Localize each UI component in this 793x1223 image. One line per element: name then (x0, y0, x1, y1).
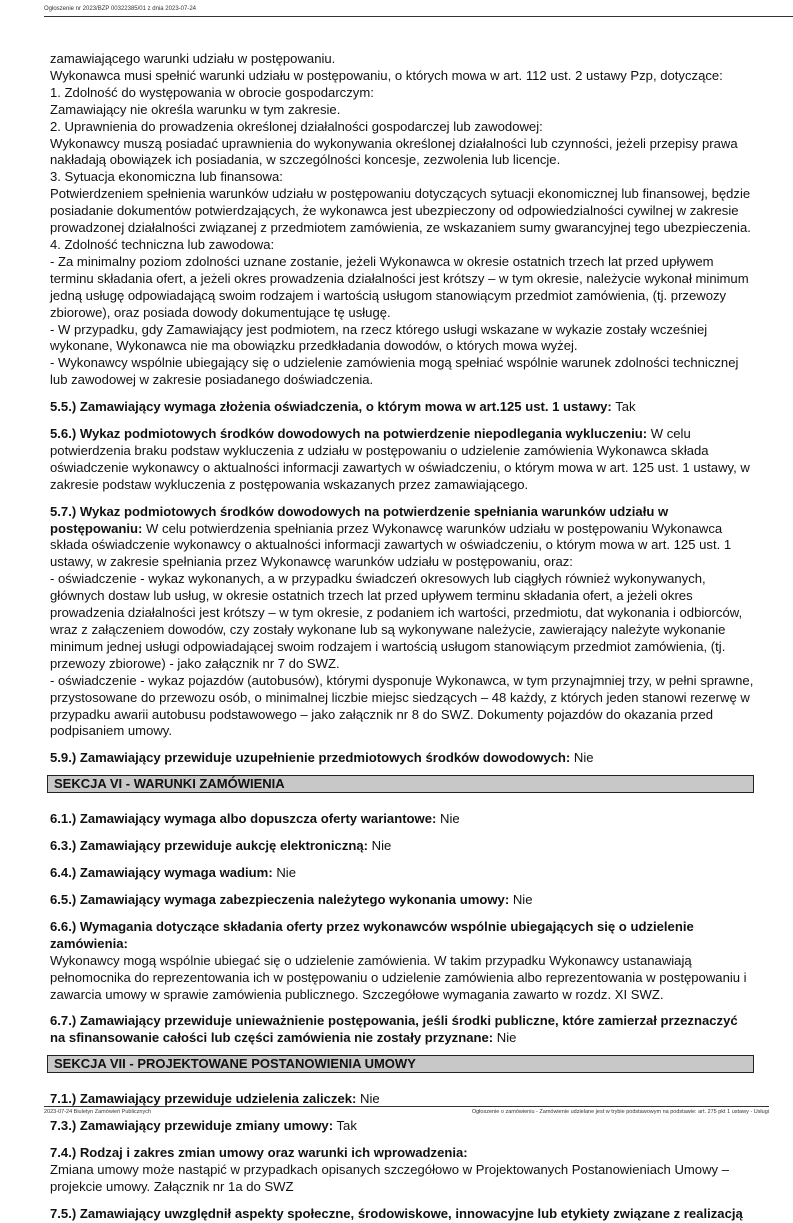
item-label: 5.7.) Wykaz podmiotowych środków dowodowych na potwierdzenie spełniania warunków udziału w postępowaniu: (50, 503, 669, 536)
paragraph: - Za minimalny poziom zdolności uznane zostanie, jeżeli Wykonawca w okresie ostatnich trzech lat przed upływem terminu składania ofert, a jeżeli okres prowadzenia działalności jest krótszy – w tym okresie, należycie wykonał minimum jedną usługę odpowiadającą swoim rodzajem i wartością usługom stanowiącym przedmiot zamówienia, (tj. przewozy zbiorowe), oraz posiada dowody dokumentujące tę usługę. (50, 253, 749, 320)
paragraph: 2. Uprawnienia do prowadzenia określonej działalności gospodarczej lub zawodowej: (50, 118, 543, 134)
item-label: 6.1.) Zamawiający wymaga albo dopuszcza oferty wariantowe: (50, 811, 437, 827)
item-5-5 (50, 399, 755, 416)
item-5-6 (50, 426, 755, 494)
item-value: Nie (573, 750, 594, 766)
footer-date-source: 2023-07-24 Biuletyn Zamówień Publicznych (44, 1109, 152, 1115)
item-6-4 (50, 865, 755, 882)
item-7-3 (50, 1118, 755, 1135)
item-value: W celu potwierdzenia braku podstaw wykluczenia z udziału w postępowaniu o udzielenie zamówienia Wykonawca składa oświadczenie wykonawcy o aktualności informacji zawartych w oświadczeniu, o którym mowa w art. 125 ust. 1 ustawy, w zakresie podstaw wykluczenia z postępowania wskazanych przez zamawiającego. (50, 426, 750, 492)
item-label: 6.6.) Wymagania dotyczące składania oferty przez wykonawców wspólnie ubiegających się o udzielenie zamówienia: (50, 918, 694, 951)
item-label: 5.5.) Zamawiający wymaga złożenia oświadczenia, o którym mowa w art.125 ust. 1 ustawy: (50, 399, 612, 415)
item-label: 7.5.) Zamawiający uwzględnił aspekty społeczne, środowiskowe, innowacyjne lub etykiety związane z realizacją (50, 1205, 743, 1221)
item-6-6 (50, 919, 755, 1004)
item-6-7 (50, 1013, 755, 1047)
section-7-heading: SEKCJA VII - PROJEKTOWANE POSTANOWIENIA UMOWY (47, 1055, 754, 1073)
item-value: Nie (276, 865, 296, 881)
item-value: Nie (440, 811, 460, 827)
item-5-7-bullet: - oświadczenie - wykaz wykonanych, a w przypadku świadczeń okresowych lub ciągłych również wykonywanych, głównych dostaw lub usług, w okresie ostatnich trzech lat przed upływem terminu składania ofert, a jeżeli okres prowadzenia działalności jest krótszy – w tym okresie, z podaniem ich wartości, przedmiotu, dat wykonania i odbiorców, wraz z załączeniem dowodów, czy zostały wykonane lub są wykonywane należycie, zawierający należyte wykonanie minimum jednej usługi odpowiadającej swoim rodzajem i wartością usługom stanowiącym przedmiot zamówienia, (tj. przewozy zbiorowe) - jako załącznik nr 7 do SWZ. (50, 571, 743, 671)
footer-notice-type: Ogłoszenie o zamówieniu - Zamówienie udzielane jest w trybie podstawowym na podstawie: art. 275 pkt 1 ustawy - Usługi (471, 1109, 769, 1115)
item-value: Zmiana umowy może nastąpić w przypadkach opisanych szczegółowo w Projektowanych Postanowieniach Umowy – projekcie umowy. Załącznik nr 1a do SWZ (50, 1161, 730, 1194)
item-value: Tak (336, 1118, 357, 1134)
item-value: Nie (371, 838, 392, 854)
item-label: 6.4.) Zamawiający wymaga wadium: (50, 865, 273, 881)
item-5-7 (50, 504, 755, 572)
paragraph: - W przypadku, gdy Zamawiający jest podmiotem, na rzecz którego usługi wskazane w wykazie zostały wcześniej wykonane, Wykonawca nie ma obowiązku przedkładania dowodów, o których mowa wyżej. (50, 321, 708, 354)
item-label: 6.7.) Zamawiający przewiduje unieważnienie postępowania, jeśli środki publiczne, które zamierzał przeznaczyć na sfinansowanie całości lub części zamówienia nie zostały przyznane: (50, 1013, 738, 1046)
section-6-heading: SEKCJA VI - WARUNKI ZAMÓWIENIA (47, 775, 754, 793)
item-5-9 (50, 750, 755, 767)
footer-divider (44, 1106, 769, 1107)
item-5-7-bullet: - oświadczenie - wykaz pojazdów (autobusów), którymi dysponuje Wykonawca, w tym przynajmniej trzy, w pełni sprawne, przystosowane do przewozu osób, o minimalnej liczbie miejsc siedzących – 48 każdy, z których jeden stanowi rezerwę w przypadku awarii autobusu podstawowego – jako załącznik nr 8 do SWZ. Dokumenty pojazdów do okazania przed podpisaniem umowy. (50, 672, 754, 739)
item-label: 6.3.) Zamawiający przewiduje aukcję elektroniczną: (50, 838, 369, 854)
item-label: 7.1.) Zamawiający przewiduje udzielenia zaliczek: (50, 1091, 357, 1107)
item-value: W celu potwierdzenia spełniania przez Wykonawcę warunków udziału w postępowaniu Wykonawca składa oświadczenie wykonawcy o aktualności informacji zawartych w oświadczeniu, o którym mowa w art. 125 ust. 1 ustawy, w zakresie spełniania przez Wykonawcę warunków udziału w postępowaniu, oraz: (50, 520, 732, 570)
header-divider (44, 16, 793, 17)
item-label: 5.9.) Zamawiający przewiduje uzupełnienie przedmiotowych środków dowodowych: (50, 750, 571, 766)
item-label: 7.3.) Zamawiający przewiduje zmiany umowy: (50, 1118, 334, 1134)
item-label: 6.5.) Zamawiający wymaga zabezpieczenia należytego wykonania umowy: (50, 891, 510, 907)
paragraph: 1. Zdolność do występowania w obrocie gospodarczym: (50, 84, 374, 100)
paragraph: Potwierdzeniem spełnienia warunków udziału w postępowaniu dotyczących sytuacji ekonomicznej lub finansowej, będzie posiadanie dokumentów potwierdzających, że wykonawca jest ubezpieczony od odpowiedzialności cywilnej w zakresie prowadzonej działalności związanej z przedmiotem zamówienia, ze wskazaniem sumy gwarancyjnej tego ubezpieczenia. (50, 186, 751, 236)
document-body (50, 51, 755, 1223)
item-7-4 (50, 1145, 755, 1196)
item-6-3 (50, 838, 755, 855)
paragraph: - Wykonawcy wspólnie ubiegający się o udzielenie zamówienia mogą spełniać wspólnie warunek zdolności technicznej lub zawodowej w zakresie posiadanego doświadczenia. (50, 355, 739, 388)
paragraph: Wykonawca musi spełnić warunki udziału w postępowaniu, o których mowa w art. 112 ust. 2 ustawy Pzp, dotyczące: (50, 67, 723, 83)
item-value: Nie (496, 1030, 517, 1046)
item-value: Tak (615, 399, 636, 415)
paragraph: 4. Zdolność techniczna lub zawodowa: (50, 236, 275, 252)
item-label: 5.6.) Wykaz podmiotowych środków dowodowych na potwierdzenie niepodlegania wykluczeniu: (50, 426, 648, 442)
item-value: Wykonawcy mogą wspólnie ubiegać się o udzielenie zamówienia. W takim przypadku Wykonawcy ustanawiają pełnomocnika do reprezentowania ich w postępowaniu o udzielenie zamówienia albo reprezentowania w postępowaniu i zawarcia umowy w sprawie zamówienia publicznego. Szczegółowe wymagania zawarto w rozdz. XI SWZ. (50, 952, 747, 1002)
item-6-1 (50, 811, 755, 828)
item-6-5 (50, 892, 755, 909)
item-value: Nie (360, 1091, 380, 1107)
page-header-notice-id: Ogłoszenie nr 2023/BZP 00322385/01 z dnia 2023-07-24 (44, 6, 197, 12)
paragraph: 3. Sytuacja ekonomiczna lub finansowa: (50, 169, 283, 185)
item-label: 7.4.) Rodzaj i zakres zmian umowy oraz warunki ich wprowadzenia: (50, 1145, 468, 1161)
paragraph: Wykonawcy muszą posiadać uprawnienia do wykonywania określonej działalności lub czynności, jeżeli przepisy prawa nakładają obowiązek ich posiadania, w szczególności koncesje, zezwolenia lub licencje. (50, 135, 738, 168)
item-value: Nie (512, 891, 533, 907)
paragraph: Zamawiający nie określa warunku w tym zakresie. (50, 101, 341, 117)
item-7-5 (50, 1206, 755, 1223)
paragraph: zamawiającego warunki udziału w postępowaniu. (50, 51, 336, 66)
